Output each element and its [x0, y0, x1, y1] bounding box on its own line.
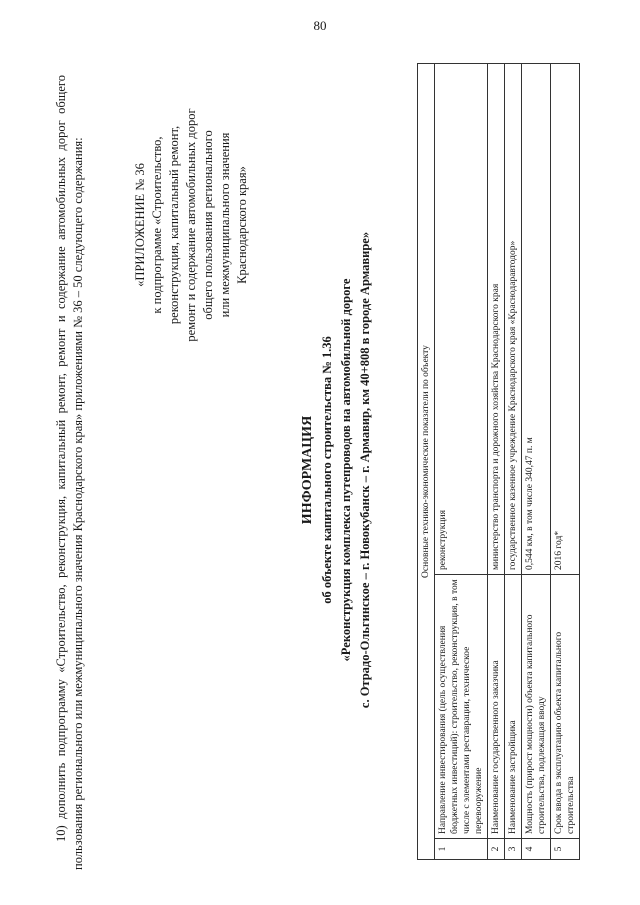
appendix-line: реконструкция, капитальный ремонт,: [167, 125, 181, 325]
row-value: государственное казенное учреждение Краснодарского края «Краснодаравтодор»: [505, 64, 522, 575]
row-label: Наименование застройщика: [505, 575, 522, 839]
row-number: 5: [551, 839, 580, 860]
table-row: [505, 64, 522, 860]
appendix-line: общего пользования регионального: [201, 130, 215, 320]
table-header-row: [418, 64, 435, 860]
appendix-line: Краснодарского края»: [235, 166, 249, 284]
table-row: [435, 64, 488, 860]
appendix-line: ремонт и содержание автомобильных дорог: [184, 108, 198, 342]
table-row: [551, 64, 580, 860]
appendix-line: «ПРИЛОЖЕНИЕ № 36: [133, 163, 147, 287]
rotated-page-content: [40, 60, 600, 880]
row-number: 2: [488, 839, 505, 860]
row-label: Срок ввода в эксплуатацию объекта капитального строительства: [551, 575, 580, 839]
table-row: [522, 64, 551, 860]
table-header: Основные технико-экономические показатели по объекту: [418, 64, 435, 860]
row-label: Наименование государственного заказчика: [488, 575, 505, 839]
row-value: министерство транспорта и дорожного хозяйства Краснодарского края: [488, 64, 505, 575]
intro-paragraph: 10) дополнить подпрограмму «Строительство, реконструкция, капитальный ремонт, ремонт и содержание автомобильных дорог общего пользования регионального или межмуниципального значения Краснодарского края» приложениями № 36 – 50 следующего содержания:: [53, 75, 85, 870]
heading-location: с. Отрадо-Ольгинское – г. Новокубанск – г. Армавир, км 40+808 в городе Армавире»: [358, 231, 372, 709]
row-label: Мощность (прирост мощности) объекта капитального строительства, подлежащая вводу: [522, 575, 551, 839]
appendix-caption: [132, 80, 251, 370]
row-value: 2016 год*: [551, 64, 580, 575]
row-number: 3: [505, 839, 522, 860]
row-number: 1: [435, 839, 488, 860]
row-number: 4: [522, 839, 551, 860]
indicators-table: [417, 63, 580, 860]
document-heading: [298, 60, 375, 880]
heading-title: ИНФОРМАЦИЯ: [300, 415, 315, 525]
row-label: Направление инвестирования (цель осуществления бюджетных инвестиций): строительство, реконструкция, в том числе с элементами реставрации, техническое перевооружение: [435, 575, 488, 839]
page-number: 80: [313, 18, 327, 33]
row-value: реконструкция: [435, 64, 488, 575]
heading-project-name: «Реконструкция комплекса путепроводов на автомобильной дороге: [339, 278, 353, 662]
row-value: 0,544 км, в том числе 340,47 п. м: [522, 64, 551, 575]
table-row: [488, 64, 505, 860]
appendix-line: к подпрограмме «Строительство,: [150, 136, 164, 314]
heading-object: об объекте капитального строительства № 1.36: [320, 336, 334, 604]
appendix-line: или межмуниципального значения: [218, 132, 232, 318]
